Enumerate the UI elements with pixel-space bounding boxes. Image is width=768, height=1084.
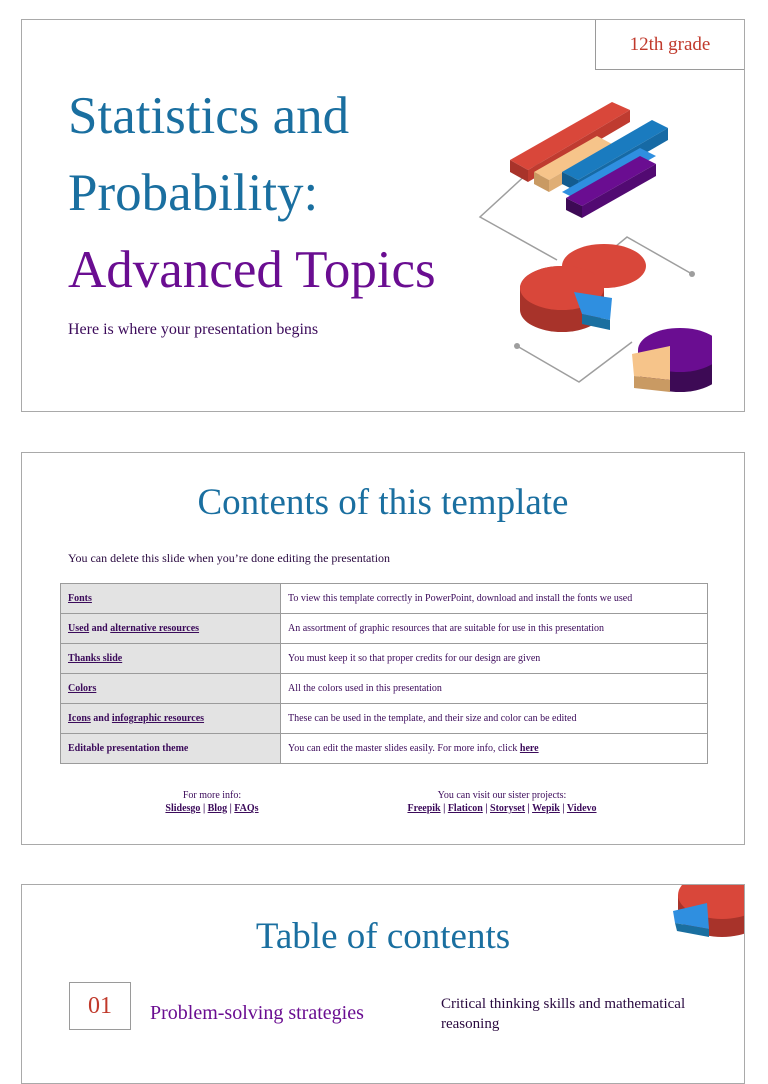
and-connector: and [89, 623, 111, 634]
resource-description-cell [281, 704, 708, 734]
footer-link-faqs[interactable]: FAQs [234, 803, 259, 814]
sister-link-videvo[interactable]: Videvo [566, 803, 597, 814]
table-row [61, 734, 708, 764]
sister-link-wepik[interactable]: Wepik [532, 803, 560, 814]
statistics-illustration [462, 80, 712, 410]
link-separator: | [227, 803, 235, 814]
resource-link[interactable]: Fonts [68, 593, 92, 604]
resource-description: You must keep it so that proper credits for our design are given [288, 653, 541, 664]
pie-chart-icon [667, 884, 745, 953]
resource-description: These can be used in the template, and their size and color can be edited [288, 713, 577, 724]
table-row [61, 644, 708, 674]
resource-link[interactable]: Icons [68, 713, 91, 724]
resource-description-cell [281, 644, 708, 674]
resource-description-cell [281, 734, 708, 764]
link-separator: | [200, 803, 208, 814]
toc-item-description: Critical thinking skills and mathematical reasoning [441, 996, 686, 1032]
resource-link[interactable]: Used [68, 623, 90, 634]
sister-projects-label: You can visit our sister projects: [437, 790, 567, 801]
table-row [61, 704, 708, 734]
table-row [61, 674, 708, 704]
sister-projects-footer [382, 789, 622, 815]
link-separator: | [559, 803, 567, 814]
resource-key-cell [61, 704, 281, 734]
resource-description: All the colors used in this presentation [288, 683, 442, 694]
grade-badge [595, 19, 745, 70]
red-pie-icon [520, 244, 646, 332]
resource-description: You can edit the master slides easily. For more info, click [288, 743, 520, 754]
resource-link[interactable]: alternative resources [110, 623, 200, 634]
resource-link[interactable]: Thanks slide [68, 653, 123, 664]
sister-link-storyset[interactable]: Storyset [490, 803, 526, 814]
purple-pie-icon [632, 328, 712, 392]
and-connector: and [90, 713, 112, 724]
more-info-label: For more info: [182, 790, 242, 801]
table-row [61, 614, 708, 644]
contents-note: You can delete this slide when you’re done editing the presentation [68, 551, 391, 565]
sister-link-flaticon[interactable]: Flaticon [447, 803, 483, 814]
contents-slide [21, 452, 745, 845]
title-line-3: Advanced Topics [68, 241, 436, 299]
subtitle: Here is where your presentation begins [68, 321, 319, 338]
resource-description-cell [281, 584, 708, 614]
contents-title: Contents of this template [197, 482, 569, 523]
table-of-contents-slide [21, 884, 745, 1084]
more-info-footer [142, 789, 282, 815]
resource-key-cell [61, 674, 281, 704]
toc-number: 01 [88, 992, 112, 1019]
toc-number-box [69, 982, 131, 1030]
title-line-2: Probability: [68, 164, 319, 222]
toc-title: Table of contents [255, 916, 511, 957]
link-separator: | [482, 803, 491, 814]
resource-key-cell [61, 734, 281, 764]
resource-description-cell [281, 614, 708, 644]
resource-key-cell [61, 614, 281, 644]
title-line-1: Statistics and [68, 87, 350, 145]
resource-description-cell [281, 674, 708, 704]
resource-key-cell [61, 644, 281, 674]
title-slide [21, 19, 745, 412]
resource-description: An assortment of graphic resources that are suitable for use in this presentation [288, 623, 605, 634]
table-row [61, 584, 708, 614]
sister-link-freepik[interactable]: Freepik [407, 803, 441, 814]
link-separator: | [525, 803, 533, 814]
resource-label: Editable presentation theme [68, 743, 189, 754]
more-info-links [142, 802, 282, 815]
footer-link-blog[interactable]: Blog [207, 803, 228, 814]
resource-description: To view this template correctly in PowerPoint, download and install the fonts we used [288, 593, 633, 604]
grade-label: 12th grade [629, 33, 711, 55]
footer-link-slidesgo[interactable]: Slidesgo [165, 803, 201, 814]
link-separator: | [440, 803, 448, 814]
sister-projects-links [382, 802, 622, 815]
resource-key-cell [61, 584, 281, 614]
resource-link[interactable]: infographic resources [111, 713, 205, 724]
bar-blocks-icon [510, 102, 668, 218]
resources-table [60, 583, 708, 764]
here-link[interactable]: here [519, 743, 539, 754]
resource-link[interactable]: Colors [68, 683, 97, 694]
toc-item-title: Problem-solving strategies [150, 1002, 364, 1024]
